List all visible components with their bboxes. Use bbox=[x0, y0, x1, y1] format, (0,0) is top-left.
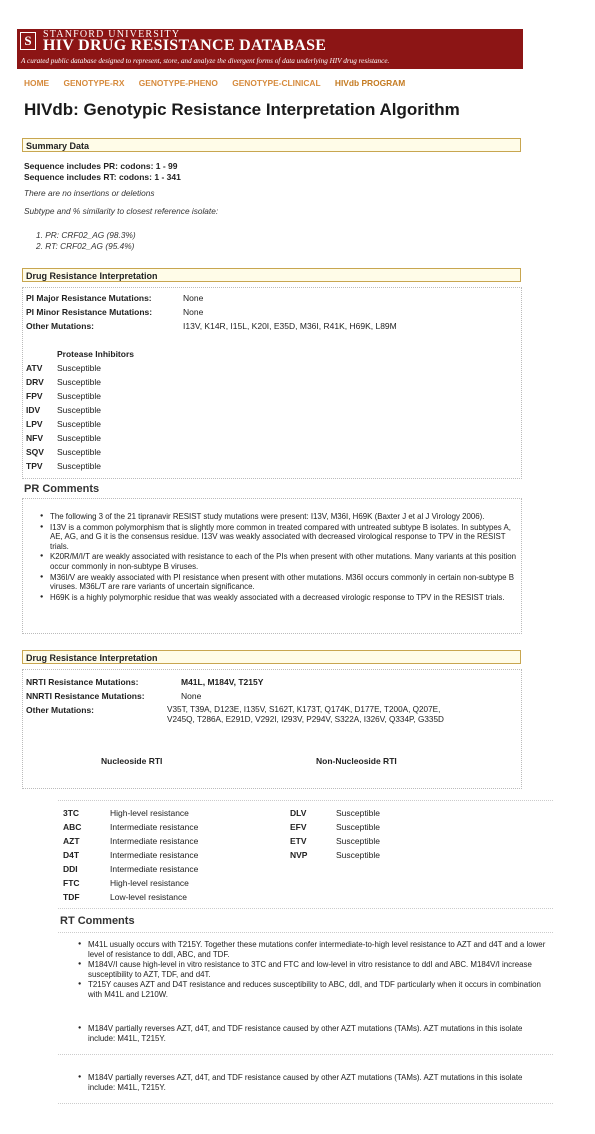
drug-abbr: IDV bbox=[26, 405, 41, 415]
university-name: STANFORD UNIVERSITY bbox=[43, 29, 181, 40]
mutation-label: NRTI Resistance Mutations: bbox=[26, 677, 139, 687]
comment-item: ● K20R/M/I/T are weakly associated with resistance to each of the PIs when present with other mutations. Many variants at this position occur commonly in non-subtype B viruses. bbox=[38, 552, 518, 571]
rt-extra-comment bbox=[76, 1024, 546, 1044]
pr-resistance-header: Drug Resistance Interpretation bbox=[22, 268, 521, 282]
drug-abbr: FPV bbox=[26, 391, 43, 401]
drug-abbr: DRV bbox=[26, 377, 44, 387]
site-banner[interactable] bbox=[17, 29, 523, 69]
drug-status: Intermediate resistance bbox=[110, 864, 199, 874]
drug-status: Susceptible bbox=[57, 433, 101, 443]
page-title: HIVdb: Genotypic Resistance Interpretation Algorithm bbox=[24, 100, 460, 119]
comment-item: ● M184V partially reverses AZT, d4T, and TDF resistance caused by other AZT mutations (TAMs). AZT mutations in this isolate include: M41L, T215Y. bbox=[76, 1073, 546, 1092]
rt-resistance-header: Drug Resistance Interpretation bbox=[22, 650, 521, 664]
drug-status: Intermediate resistance bbox=[110, 836, 199, 846]
drug-status: High-level resistance bbox=[110, 878, 189, 888]
drug-status: Low-level resistance bbox=[110, 892, 188, 902]
nav-home[interactable]: HOME bbox=[24, 78, 50, 88]
drug-status: Susceptible bbox=[336, 850, 380, 860]
database-name: HIV DRUG RESISTANCE DATABASE bbox=[43, 37, 327, 54]
tagline: A curated public database designed to represent, store, and analyze the divergent forms of data underlying HIV drug resistance. bbox=[21, 57, 390, 65]
pr-comments-list bbox=[38, 512, 518, 603]
mutation-label: PI Major Resistance Mutations: bbox=[26, 293, 152, 303]
subtype-intro: Subtype and % similarity to closest reference isolate: bbox=[24, 206, 219, 216]
mutation-value: None bbox=[183, 293, 204, 303]
nav-genotype-rx[interactable]: GENOTYPE-RX bbox=[63, 78, 125, 88]
comment-item: ● M184V partially reverses AZT, d4T, and TDF resistance caused by other AZT mutations (TAMs). AZT mutations in this isolate include: M41L, T215Y. bbox=[76, 1024, 546, 1043]
drug-status: Susceptible bbox=[57, 419, 101, 429]
rt-comments-title: RT Comments bbox=[60, 915, 135, 927]
comment-item: ● I13V is a common polymorphism that is slightly more common in treated compared with untreated subtype B isolates. In subtypes A, AE, AG, and G it is the consensus residue. I13V was weakly associated with decreased virological response to TPV in the RESIST trials. bbox=[38, 523, 518, 552]
drug-status: Intermediate resistance bbox=[110, 850, 199, 860]
drug-status: Intermediate resistance bbox=[110, 822, 199, 832]
comment-item: ● The following 3 of the 21 tipranavir RESIST study mutations were present: I13V, M36I, H69K (Baxter J et al J Virology 2006). bbox=[38, 512, 518, 522]
rt-extra-comment-repeat bbox=[76, 1073, 546, 1093]
comment-item: ● M41L usually occurs with T215Y. Together these mutations confer intermediate-to-high level resistance to AZT and d4T and a lower level of resistance to ddI, ABC, and TDF. bbox=[76, 940, 554, 959]
nav-genotype-pheno[interactable]: GENOTYPE-PHENO bbox=[138, 78, 218, 88]
stanford-logo-icon: S bbox=[20, 32, 36, 50]
divider bbox=[58, 908, 553, 909]
comment-item: ● H69K is a highly polymorphic residue that was weakly associated with a decreased virologic response to TPV in the RESIST trials. bbox=[38, 593, 518, 603]
divider bbox=[58, 1103, 553, 1104]
drug-status: Susceptible bbox=[57, 461, 101, 471]
drug-status: High-level resistance bbox=[110, 808, 189, 818]
drug-abbr: DLV bbox=[290, 808, 307, 818]
comment-item: ● T215Y causes AZT and D4T resistance and reduces susceptibility to ABC, ddI, and TDF particularly when it occurs in combination with M41L and L210W. bbox=[76, 980, 554, 999]
comment-item: ● M36I/V are weakly associated with PI resistance when present with other mutations. M36I occurs commonly in certain non-subtype B viruses. M36L/T are rare variants of uncertain significance. bbox=[38, 573, 518, 592]
mutation-value: None bbox=[183, 307, 204, 317]
nrti-class-title: Nucleoside RTI bbox=[101, 756, 163, 766]
drug-abbr: AZT bbox=[63, 836, 80, 846]
mutation-label: NNRTI Resistance Mutations: bbox=[26, 691, 145, 701]
drug-abbr: NVP bbox=[290, 850, 308, 860]
drug-abbr: SQV bbox=[26, 447, 44, 457]
drug-status: Susceptible bbox=[57, 377, 101, 387]
summary-header: Summary Data bbox=[22, 138, 521, 152]
pr-comments-title: PR Comments bbox=[24, 483, 100, 495]
pi-class-title: Protease Inhibitors bbox=[57, 349, 134, 359]
comment-item: ● M184V/I cause high-level in vitro resistance to 3TC and FTC and low-level in vitro resistance to ddI and ABC. M184V/I increase susceptibility to AZT, TDF, and d4T. bbox=[76, 960, 554, 979]
mutation-value: M41L, M184V, T215Y bbox=[181, 677, 264, 687]
drug-status: Susceptible bbox=[57, 405, 101, 415]
mutation-value: I13V, K14R, I15L, K20I, E35D, M36I, R41K, H69K, L89M bbox=[183, 321, 397, 331]
drug-abbr: TPV bbox=[26, 461, 43, 471]
nav-hivdb-program[interactable]: HIVdb PROGRAM bbox=[334, 78, 406, 88]
nav-genotype-clinical[interactable]: GENOTYPE-CLINICAL bbox=[232, 78, 321, 88]
pr-codons: Sequence includes PR: codons: 1 - 99 bbox=[24, 161, 178, 171]
subtype-rt: 2. RT: CRF02_AG (95.4%) bbox=[36, 241, 135, 251]
drug-abbr: FTC bbox=[63, 878, 80, 888]
drug-status: Susceptible bbox=[57, 391, 101, 401]
mutation-value: None bbox=[181, 691, 202, 701]
drug-status: Susceptible bbox=[57, 447, 101, 457]
drug-abbr: EFV bbox=[290, 822, 307, 832]
rt-codons: Sequence includes RT: codons: 1 - 341 bbox=[24, 172, 181, 182]
mutation-label: PI Minor Resistance Mutations: bbox=[26, 307, 153, 317]
drug-abbr: DDI bbox=[63, 864, 78, 874]
drug-status: Susceptible bbox=[57, 363, 101, 373]
drug-status: Susceptible bbox=[336, 822, 380, 832]
drug-abbr: ABC bbox=[63, 822, 82, 832]
drug-status: Susceptible bbox=[336, 808, 380, 818]
mutation-label: Other Mutations: bbox=[26, 321, 94, 331]
divider bbox=[58, 800, 553, 801]
drug-abbr: ETV bbox=[290, 836, 307, 846]
rt-comments-list bbox=[76, 940, 554, 1001]
mutation-label: Other Mutations: bbox=[26, 705, 94, 715]
drug-abbr: D4T bbox=[63, 850, 80, 860]
drug-abbr: TDF bbox=[63, 892, 80, 902]
rt-resistance-box bbox=[22, 669, 522, 789]
divider bbox=[58, 932, 553, 933]
nnrti-class-title: Non-Nucleoside RTI bbox=[316, 756, 397, 766]
drug-abbr: LPV bbox=[26, 419, 43, 429]
subtype-pr: 1. PR: CRF02_AG (98.3%) bbox=[36, 230, 136, 240]
drug-status: Susceptible bbox=[336, 836, 380, 846]
drug-abbr: NFV bbox=[26, 433, 43, 443]
insertions-note: There are no insertions or deletions bbox=[24, 188, 155, 198]
drug-abbr: ATV bbox=[26, 363, 43, 373]
divider bbox=[58, 1054, 553, 1055]
main-nav bbox=[24, 78, 417, 88]
rt-other-mutations: V35T, T39A, D123E, I135V, S162T, K173T, Q174K, D177E, T200A, Q207E, V245Q, T286A, E291D, V292I, I293V, P294V, S322A, I326V, Q334P, G335D bbox=[167, 705, 444, 725]
drug-abbr: 3TC bbox=[63, 808, 80, 818]
